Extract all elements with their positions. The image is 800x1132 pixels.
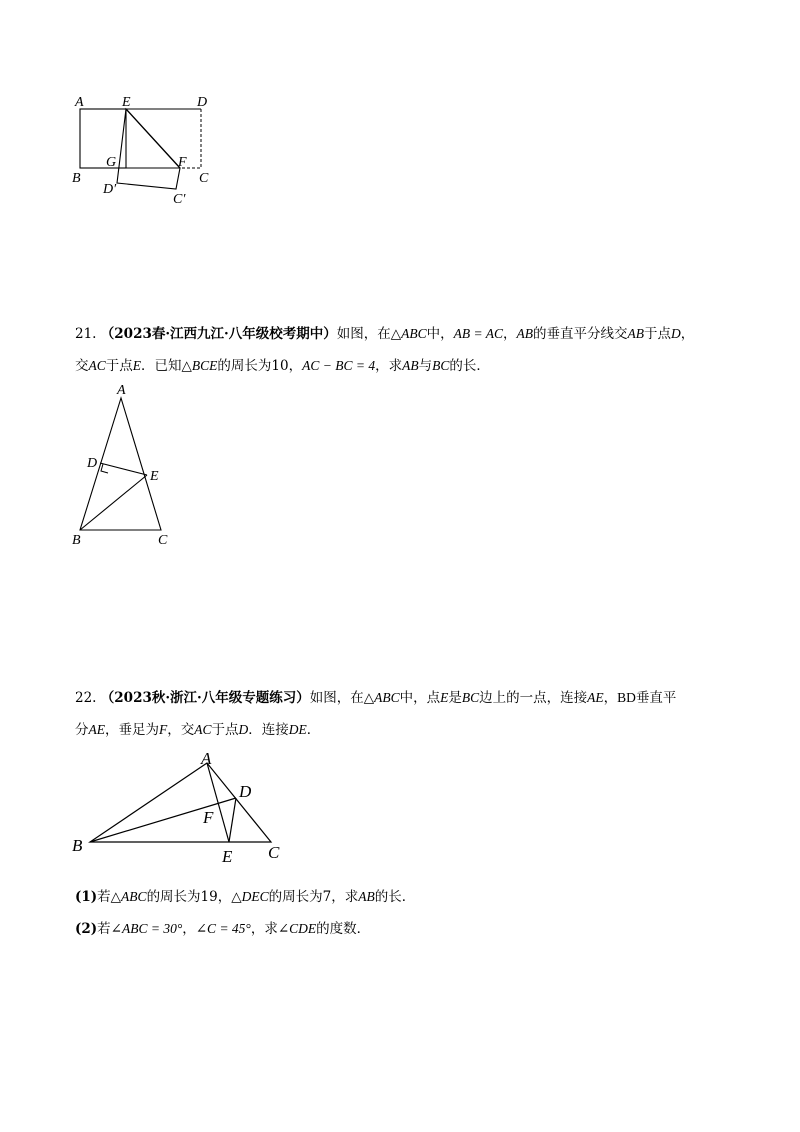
q22-triangle-abc: △ABC (110, 889, 147, 904)
label-D: D (87, 456, 98, 471)
q21-text: 的周长为10， (217, 358, 303, 374)
q21-line-2 (75, 356, 740, 376)
q22-text: 若 (97, 921, 111, 937)
q22-text: 是 (448, 690, 462, 706)
q22-source: （2023秋·浙江·八年级专题练习） (100, 690, 310, 706)
q22-text: 于点 (211, 722, 239, 738)
q22-text: 垂直平 (635, 690, 677, 706)
q22-angle-c: ∠C = 45° (195, 921, 251, 936)
segment-BD (90, 798, 236, 842)
label-A: A (75, 95, 84, 110)
q22-line-1 (75, 688, 740, 708)
q22-point-f: F (159, 722, 168, 737)
right-angle-mark (101, 464, 108, 473)
q21-seg-ab: AB (627, 326, 645, 341)
label-D-prime: D′ (103, 182, 117, 197)
q22-triangle-dec: △DEC (231, 889, 269, 904)
q22-text: ， (603, 690, 618, 706)
label-B: B (72, 836, 83, 855)
q22-line-2 (75, 720, 740, 740)
q21-text: ．已知 (141, 358, 182, 374)
figure-q21-isosceles-triangle (60, 380, 190, 555)
q21-text: ， (680, 326, 695, 342)
q22-point-e: E (440, 690, 449, 705)
q21-text: 中， (426, 326, 454, 342)
q21-eq-ac-minus-bc: AC − BC = 4 (302, 358, 376, 373)
q21-seg-ac: AC (88, 358, 106, 373)
q22-text: 中，点 (399, 690, 441, 706)
label-F: F (203, 808, 214, 827)
q22-part-1-label: (1) (75, 889, 98, 905)
q22-seg-ac: AC (194, 722, 212, 737)
q22-seg-ae: AE (88, 722, 105, 737)
q21-text: 的垂直平分线交 (533, 326, 628, 342)
q21-eq-ab-ac: AB = AC (453, 326, 504, 341)
label-C: C (199, 171, 209, 186)
q22-seg-bc: BC (461, 690, 480, 705)
figure-q22-triangle (60, 745, 300, 870)
q22-seg-ab: AB (358, 889, 375, 904)
q21-line-1 (75, 324, 740, 344)
q22-angle-cde: ∠CDE (277, 921, 317, 936)
q22-seg-bd: BD (617, 690, 636, 705)
q22-text: 的周长为7，求 (268, 889, 359, 905)
q22-text: 若 (97, 889, 111, 905)
dashed-original-part (126, 109, 201, 168)
label-G: G (106, 155, 117, 170)
label-E: E (222, 847, 233, 866)
label-C: C (158, 533, 168, 548)
q21-text: 交 (75, 358, 89, 374)
q22-text: ，交 (167, 722, 195, 738)
q21-text: 如图，在 (336, 326, 391, 342)
q21-source: （2023春·江西九江·八年级校考期中） (100, 326, 337, 342)
q21-text: ，求 (375, 358, 403, 374)
q21-point-d: D (671, 326, 681, 341)
q21-triangle-bce: △BCE (181, 358, 218, 373)
triangle-ABC (90, 763, 271, 842)
q22-angle-abc: ∠ABC = 30° (110, 921, 183, 936)
label-A: A (117, 383, 126, 398)
q22-text: ， (182, 921, 196, 937)
label-F: F (178, 155, 187, 170)
q22-text: ．连接 (248, 722, 289, 738)
q22-text: ． (306, 722, 321, 738)
q21-point-e: E (132, 358, 142, 373)
q21-text: 于点 (105, 358, 133, 374)
label-C-prime: C′ (173, 192, 186, 207)
label-D: D (197, 95, 208, 110)
q22-seg-ae: AE (587, 690, 604, 705)
q22-number: 22. (75, 690, 97, 706)
label-E: E (150, 469, 159, 484)
label-C: C (268, 843, 280, 862)
label-D: D (239, 782, 252, 801)
q21-text: 于点 (644, 326, 672, 342)
q22-text: ，求 (250, 921, 278, 937)
label-A: A (201, 749, 212, 768)
q21-number: 21. (75, 326, 97, 342)
q22-text: 的长． (374, 889, 416, 905)
q21-triangle-abc: △ABC (390, 326, 427, 341)
q22-part-2-label: (2) (75, 921, 98, 937)
segment-DE (229, 798, 236, 842)
label-E: E (122, 95, 131, 110)
q21-seg-ab: AB (516, 326, 534, 341)
label-B: B (72, 533, 81, 548)
q22-part-1 (75, 887, 740, 907)
q22-seg-de: DE (288, 722, 307, 737)
q22-text: 的周长为19， (146, 889, 232, 905)
figure-fold-rectangle (60, 90, 230, 210)
q22-triangle-abc: △ABC (363, 690, 400, 705)
q21-text: ， (503, 326, 517, 342)
label-B: B (72, 171, 81, 186)
rectangle-ABCD-left (80, 109, 126, 168)
q22-text: 的度数． (316, 921, 371, 937)
q22-text: ，垂足为 (105, 722, 159, 738)
q21-text: 与 (418, 358, 433, 374)
q22-text: 边上的一点，连接 (479, 690, 588, 706)
q22-text: 如图，在 (309, 690, 364, 706)
q21-seg-ab: AB (402, 358, 419, 373)
q21-seg-bc: BC (432, 358, 450, 373)
q22-point-d: D (238, 722, 249, 737)
q22-text: 分 (75, 722, 89, 738)
q22-part-2 (75, 919, 740, 939)
segment-BE (80, 475, 147, 530)
q21-text: 的长． (449, 358, 490, 374)
segment-AE (207, 763, 229, 842)
